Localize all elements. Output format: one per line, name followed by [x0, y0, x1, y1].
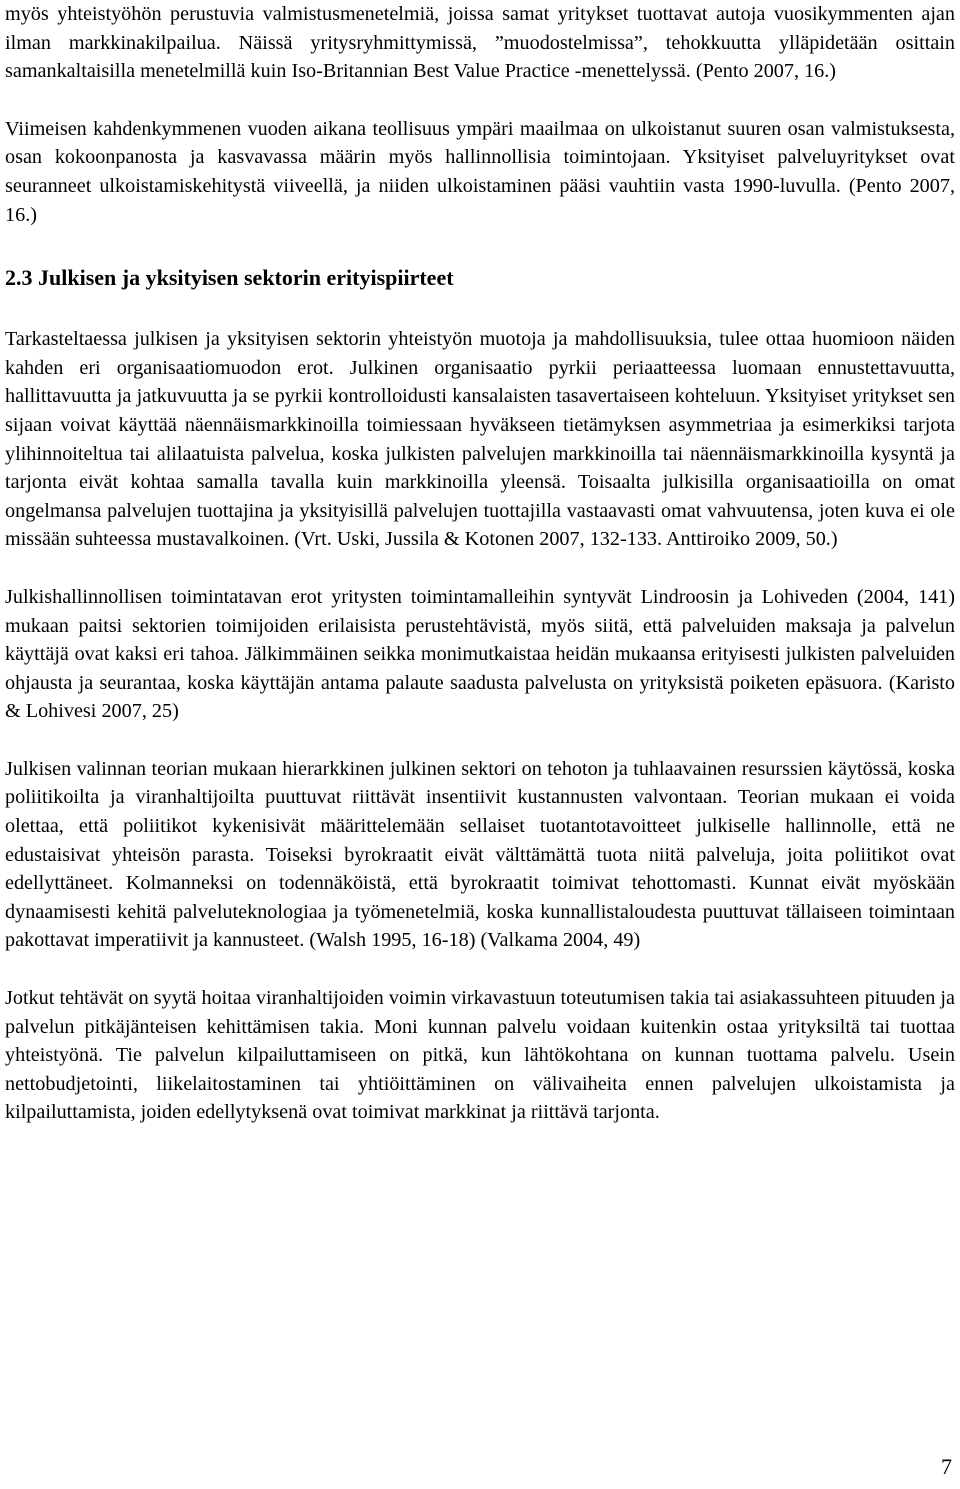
- paragraph-service-procurement: Jotkut tehtävät on syytä hoitaa viranhaltijoiden voimin virkavastuun toteutumisen takia tai asiakassuhteen pituuden ja palvelun pitkäjänteisen kehittämisen takia. Moni kunnan palvelu voidaan kuitenkin ostaa yrityksiltä tai tuottaa yhteistyönä. Tie palvelun kilpailuttamiseen on pitkä, kun lähtökohtana on kunnan tuottama palvelu. Usein nettobudjetointi, liikelaitostaminen tai yhtiöittäminen on välivaiheita ennen palvelujen ulkoistamista ja kilpailuttamista, joiden edellytyksenä ovat toimivat markkinat ja riittävä tarjonta.: [5, 987, 955, 1124]
- page-number: 7: [941, 1454, 952, 1479]
- paragraph-sector-differences: Tarkasteltaessa julkisen ja yksityisen sektorin yhteistyön muotoja ja mahdollisuuksia, tulee ottaa huomioon näiden kahden eri organisaatiomuodon erot. Julkinen organisaatio pyrkii periaatteessa luomaan ennustettavuutta, hallittavuutta ja jatkuvuutta ja se pyrkii kontrolloidusti kansalaisten tasavertaiseen kohteluun. Yksityiset yritykset sen sijaan voivat käyttää näennäismarkkinoilla toimiessaan hyväkseen tietämyksen asymmetriaa ja esimerkiksi tarjota ylihinnoiteltua tai alilaatuista palvelua, koska julkisten palvelujen markkinoilla tai näennäismarkkinoilla kysyntä ja tarjonta eivät kohtaa samalla tavalla kuin markkinoilla yleensä. Toisaalta julkisilla organisaatioilla on omat ongelmansa palvelujen tuottajina ja yksityisillä palvelujen tuottajilla vastaavasti omat vahvuutensa, joten kuva ei ole missään suhteessa mustavalkoinen. (Vrt. Uski, Jussila & Kotonen 2007, 132-133. Anttiroiko 2009, 50.): [5, 328, 955, 551]
- paragraph-public-administration: Julkishallinnollisen toimintatavan erot yritysten toimintamalleihin syntyvät Lindroosin ja Lohiveden (2004, 141) mukaan paitsi sektorien toimijoiden erilaisista perustehtävistä, myös siitä, että palveluiden maksaja ja palvelun käyttäjä ovat kaksi eri tahoa. Jälkimmäinen seikka monimutkaistaa heidän mukaansa erityisesti julkisten palveluiden ohjausta ja seurantaa, koska käyttäjän antama palaute saadusta palvelusta on yrityksistä poiketen epäsuora. (Karisto & Lohivesi 2007, 25): [5, 585, 955, 723]
- paragraph-outsourcing-history: Viimeisen kahdenkymmenen vuoden aikana teollisuus ympäri maailmaa on ulkoistanut suuren osan valmistuksesta, osan kokoonpanosta ja kasvavassa määrin myös hallinnollisia toimintojaan. Yksityiset palveluyritykset ovat seuranneet ulkoistamiskehitystä viiveellä, ja niiden ulkoistaminen pääsi vauhtiin vasta 1990-luvulla. (Pento 2007, 16.): [5, 117, 955, 226]
- paragraph-intro-continuation: myös yhteistyöhön perustuvia valmistusmenetelmiä, joissa samat yritykset tuottavat autoja vuosikymmenten ajan ilman markkinakilpailua. Näissä yritysryhmittymissä, ”muodostelmissa”, tehokkuutta ylläpidetään osittain samankaltaisilla menetelmillä kuin Iso-Britannian Best Value Practice -menettelyssä. (Pento 2007, 16.): [5, 3, 955, 83]
- paragraph-gap: [5, 229, 955, 263]
- paragraph-gap: [5, 726, 955, 755]
- paragraph-gap: [5, 293, 955, 325]
- document-page: [5, 0, 955, 1127]
- section-heading: 2.3 Julkisen ja yksityisen sektorin erityispiirteet: [5, 265, 454, 291]
- paragraph-gap: [5, 554, 955, 583]
- paragraph-gap: [5, 86, 955, 115]
- paragraph-gap: [5, 955, 955, 984]
- paragraph-public-choice-theory: Julkisen valinnan teorian mukaan hierarkkinen julkinen sektori on tehoton ja tuhlaavainen resurssien käytössä, koska poliitikoilta ja viranhaltijoilta puuttuvat riittävät insentiivit kustannusten valvontaan. Teorian mukaan ei voida olettaa, että poliitikot kykenisivät määrittelemään sellaiset tuotantotavoitteet julkiselle hallinnolle, että ne edustaisivat yhteisön parasta. Toiseksi byrokraatit eivät välttämättä tuota niitä palveluja, joita poliitikot ovat edellyttäneet. Kolmanneksi on todennäköistä, että byrokraatit toimivat tehottomasti. Kunnat eivät myöskään dynaamisesti kehitä palveluteknologiaa ja työmenetelmiä, koska kunnallistaloudesta puuttuvat tällaiseen toimintaan pakottavat imperatiivit ja kannusteet. (Walsh 1995, 16-18) (Valkama 2004, 49): [5, 757, 955, 952]
